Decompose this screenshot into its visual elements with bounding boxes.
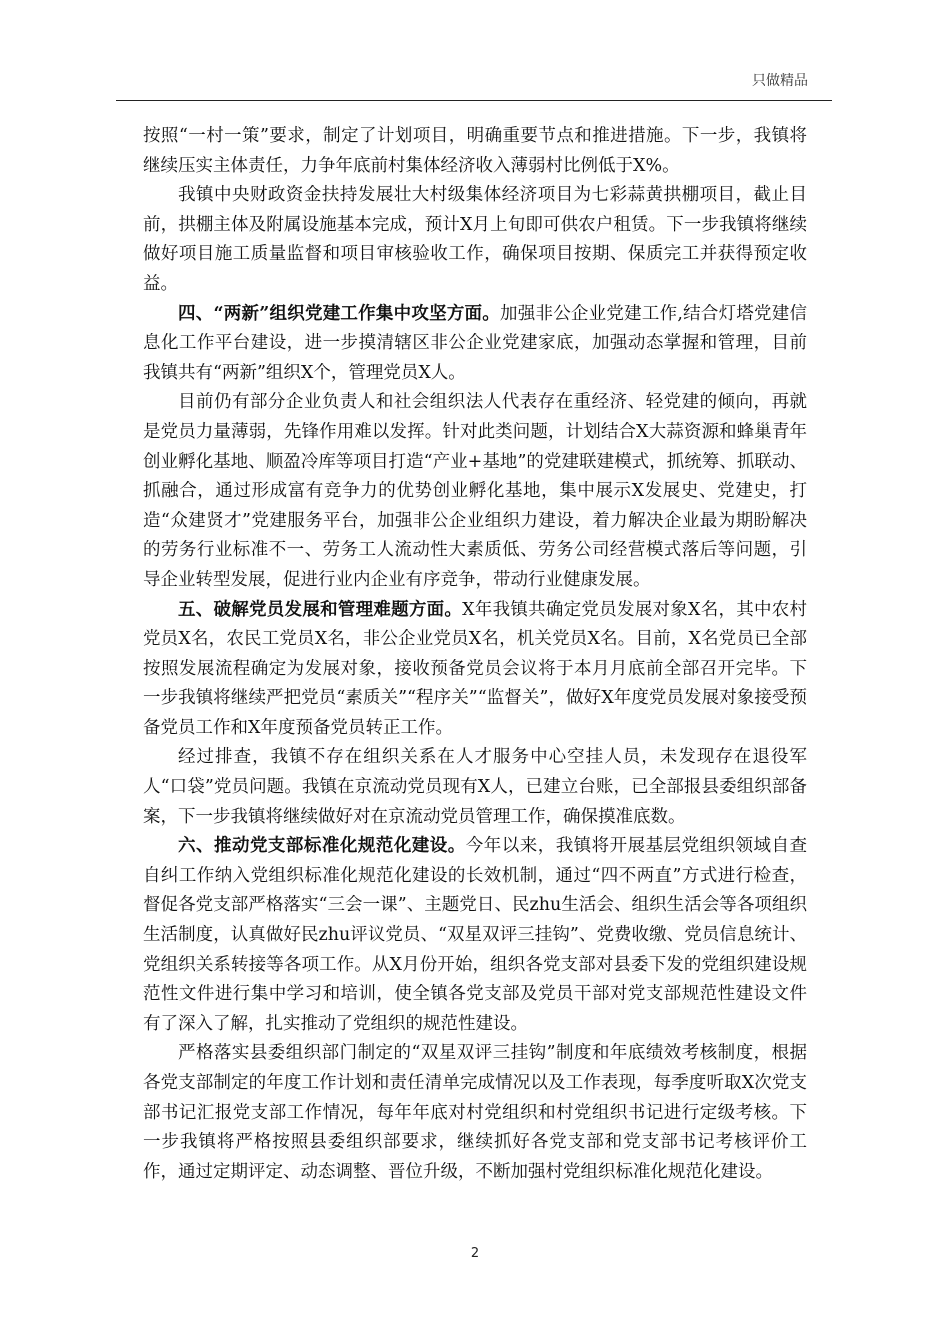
section-6-heading: 六、推动党支部标准化规范化建设。	[178, 836, 466, 857]
section-4-heading: 四、“两新”组织党建工作集中攻坚方面。	[178, 303, 501, 324]
paragraph-6-text: 经过排查，我镇不存在组织关系在人才服务中心空挂人员，未发现存在退役军人“口袋”党员问题。我镇在京流动党员现有X人，已建立台账，已全部报县委组织部备案，下一步我镇将继续做好对在京流动党员管理工作，确保摸准底数。	[143, 747, 807, 827]
paragraph-6	[143, 743, 807, 832]
header-rule	[116, 100, 832, 101]
paragraph-7-text: 今年以来，我镇将开展基层党组织领域自查自纠工作纳入党组织标准化规范化建设的长效机制，通过“四不两直”方式进行检查，督促各党支部严格落实“三会一课”、主题党日、民zhu生活会、组织生活会等各项组织生活制度，认真做好民zhu评议党员、“双星双评三挂钩”、党费收缴、党员信息统计、党组织关系转接等各项工作。从X月份开始，组织各党支部对县委下发的党组织建设规范性文件进行集中学习和培训，使全镇各党支部及党员干部对党支部规范性建设文件有了深入了解，扎实推动了党组织的规范性建设。	[143, 836, 807, 1034]
paragraph-3	[143, 300, 807, 389]
paragraph-8	[143, 1039, 807, 1187]
page-number: 2	[470, 1246, 480, 1261]
paragraph-2	[143, 181, 807, 299]
paragraph-3-text: 加强非公企业党建工作,结合灯塔党建信息化工作平台建设，进一步摸清辖区非公企业党建家底，加强动态掌握和管理，目前我镇共有“两新”组织X个，管理党员X人。	[143, 303, 807, 383]
paragraph-1	[143, 122, 807, 181]
section-5-heading: 五、破解党员发展和管理难题方面。	[178, 599, 463, 620]
paragraph-5	[143, 596, 807, 744]
paragraph-4	[143, 388, 807, 595]
paragraph-8-text: 严格落实县委组织部门制定的“双星双评三挂钩”制度和年底绩效考核制度，根据各党支部制定的年度工作计划和责任清单完成情况以及工作表现，每季度听取X次党支部书记汇报党支部工作情况，每年年底对村党组织和村党组织书记进行定级考核。下一步我镇将严格按照县委组织部要求，继续抓好各党支部和党支部书记考核评价工作，通过定期评定、动态调整、晋位升级，不断加强村党组织标准化规范化建设。	[143, 1043, 807, 1182]
paragraph-7	[143, 832, 807, 1039]
header-text: 只做精品	[752, 73, 808, 89]
paragraph-1-text: 按照“一村一策”要求，制定了计划项目，明确重要节点和推进措施。下一步，我镇将继续压实主体责任，力争年底前村集体经济收入薄弱村比例低于X%。	[143, 126, 807, 176]
document-body	[143, 122, 807, 1187]
paragraph-5-text: X年我镇共确定党员发展对象X名，其中农村党员X名，农民工党员X名，非公企业党员X名，机关党员X名。目前，X名党员已全部按照发展流程确定为发展对象，接收预备党员会议将于本月月底前全部召开完毕。下一步我镇将继续严把党员“素质关”“程序关”“监督关”，做好X年度党员发展对象接受预备党员工作和X年度预备党员转正工作。	[143, 599, 808, 738]
paragraph-2-text: 我镇中央财政资金扶持发展壮大村级集体经济项目为七彩蒜黄拱棚项目，截止目前，拱棚主体及附属设施基本完成，预计X月上旬即可供农户租赁。下一步我镇将继续做好项目施工质量监督和项目审核验收工作，确保项目按期、保质完工并获得预定收益。	[143, 185, 807, 294]
paragraph-4-text: 目前仍有部分企业负责人和社会组织法人代表存在重经济、轻党建的倾向，再就是党员力量薄弱，先锋作用难以发挥。针对此类问题，计划结合X大蒜资源和蜂巢青年创业孵化基地、顺盈冷库等项目打造“产业+基地”的党建联建模式，抓统筹、抓联动、抓融合，通过形成富有竞争力的优势创业孵化基地，集中展示X发展史、党建史，打造“众建贤才”党建服务平台，加强非公企业组织力建设，着力解决企业最为期盼解决的劳务行业标准不一、劳务工人流动性大素质低、劳务公司经营模式落后等问题，引导企业转型发展，促进行业内企业有序竞争，带动行业健康发展。	[143, 392, 807, 590]
